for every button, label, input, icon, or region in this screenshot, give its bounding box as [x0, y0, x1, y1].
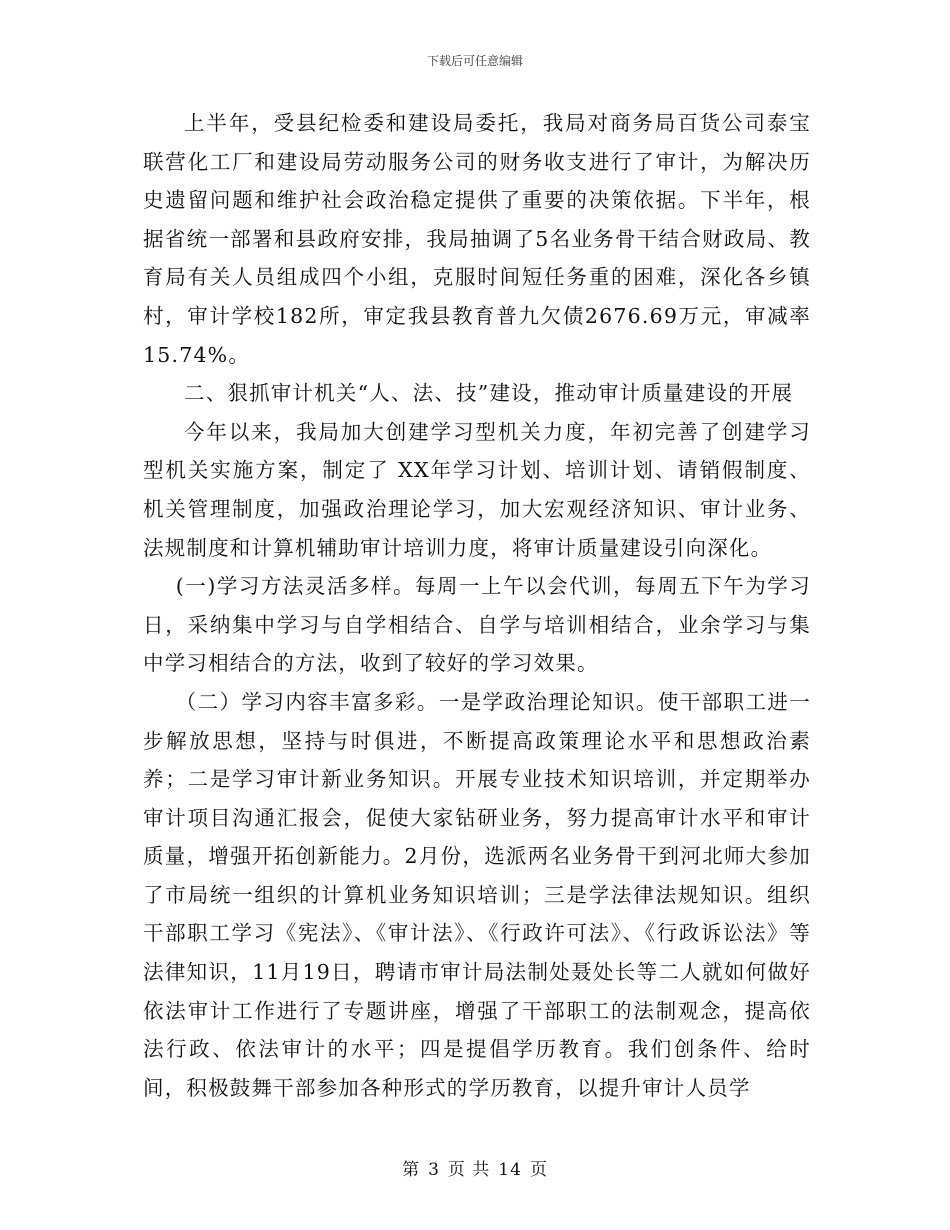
footer-suffix: 页 [529, 1160, 548, 1180]
paragraph-learning-organization: 今年以来，我局加大创建学习型机关力度，年初完善了创建学习型机关实施方案，制定了 XX年学习计划、培训计划、请销假制度、机关管理制度，加强政治理论学习，加大宏观经济知识、审计业务、法规制度和计算机辅助审计培训力度，将审计质量建设引向深化。 [143, 419, 811, 560]
page-footer [0, 1155, 950, 1180]
paragraph-learning-content: （二）学习内容丰富多彩。一是学政治理论知识。使干部职工进一步解放思想，坚持与时俱进，不断提高政策理论水平和思想政治素养；二是学习审计新业务知识。开展专业技术知识培训，并定期举办审计项目沟通汇报会，促使大家钻研业务，努力提高审计水平和审计质量，增强开拓创新能力。2月份，选派两名业务骨干到河北师大参加了市局统一组织的计算机业务知识培训；三是学法律法规知识。组织干部职工学习《宪法》、《审计法》、《行政许可法》、《行政诉讼法》等法律知识，11月19日，聘请市审计局法制处聂处长等二人就如何做好依法审计工作进行了专题讲座，增强了干部职工的法制观念，提高依法行政、依法审计的水平；四是提倡学历教育。我们创条件、给时间，积极鼓舞干部参加各种形式的学历教育，以提升审计人员学 [143, 689, 811, 1100]
footer-prefix: 第 [402, 1160, 421, 1180]
page-header: 下载后可任意编辑 [426, 54, 523, 68]
paragraph-learning-methods: (一)学习方法灵活多样。每周一上午以会代训，每周五下午为学习日，采纳集中学习与自学相结合、自学与培训相结合，业余学习与集中学习相结合的方法，收到了较好的学习效果。 [143, 574, 811, 676]
footer-page-number: 3 [428, 1160, 440, 1180]
paragraph-audit-summary: 上半年，受县纪检委和建设局委托，我局对商务局百货公司泰宝联营化工厂和建设局劳动服务公司的财务收支进行了审计，为解决历史遗留问题和维护社会政治稳定提供了重要的决策依据。下半年，根据省统一部署和县政府安排，我局抽调了5名业务骨干结合财政局、教育局有关人员组成四个小组，克服时间短任务重的困难，深化各乡镇村，审计学校182所，审定我县教育普九欠债2676.69万元，审减率15.74%。 [143, 111, 811, 367]
section-heading-two: 二、狠抓审计机关“人、法、技”建设，推动审计质量建设的开展 [184, 381, 794, 406]
document-body [143, 104, 811, 1107]
footer-total-pages: 14 [498, 1160, 522, 1180]
footer-middle: 页 共 [447, 1160, 491, 1180]
